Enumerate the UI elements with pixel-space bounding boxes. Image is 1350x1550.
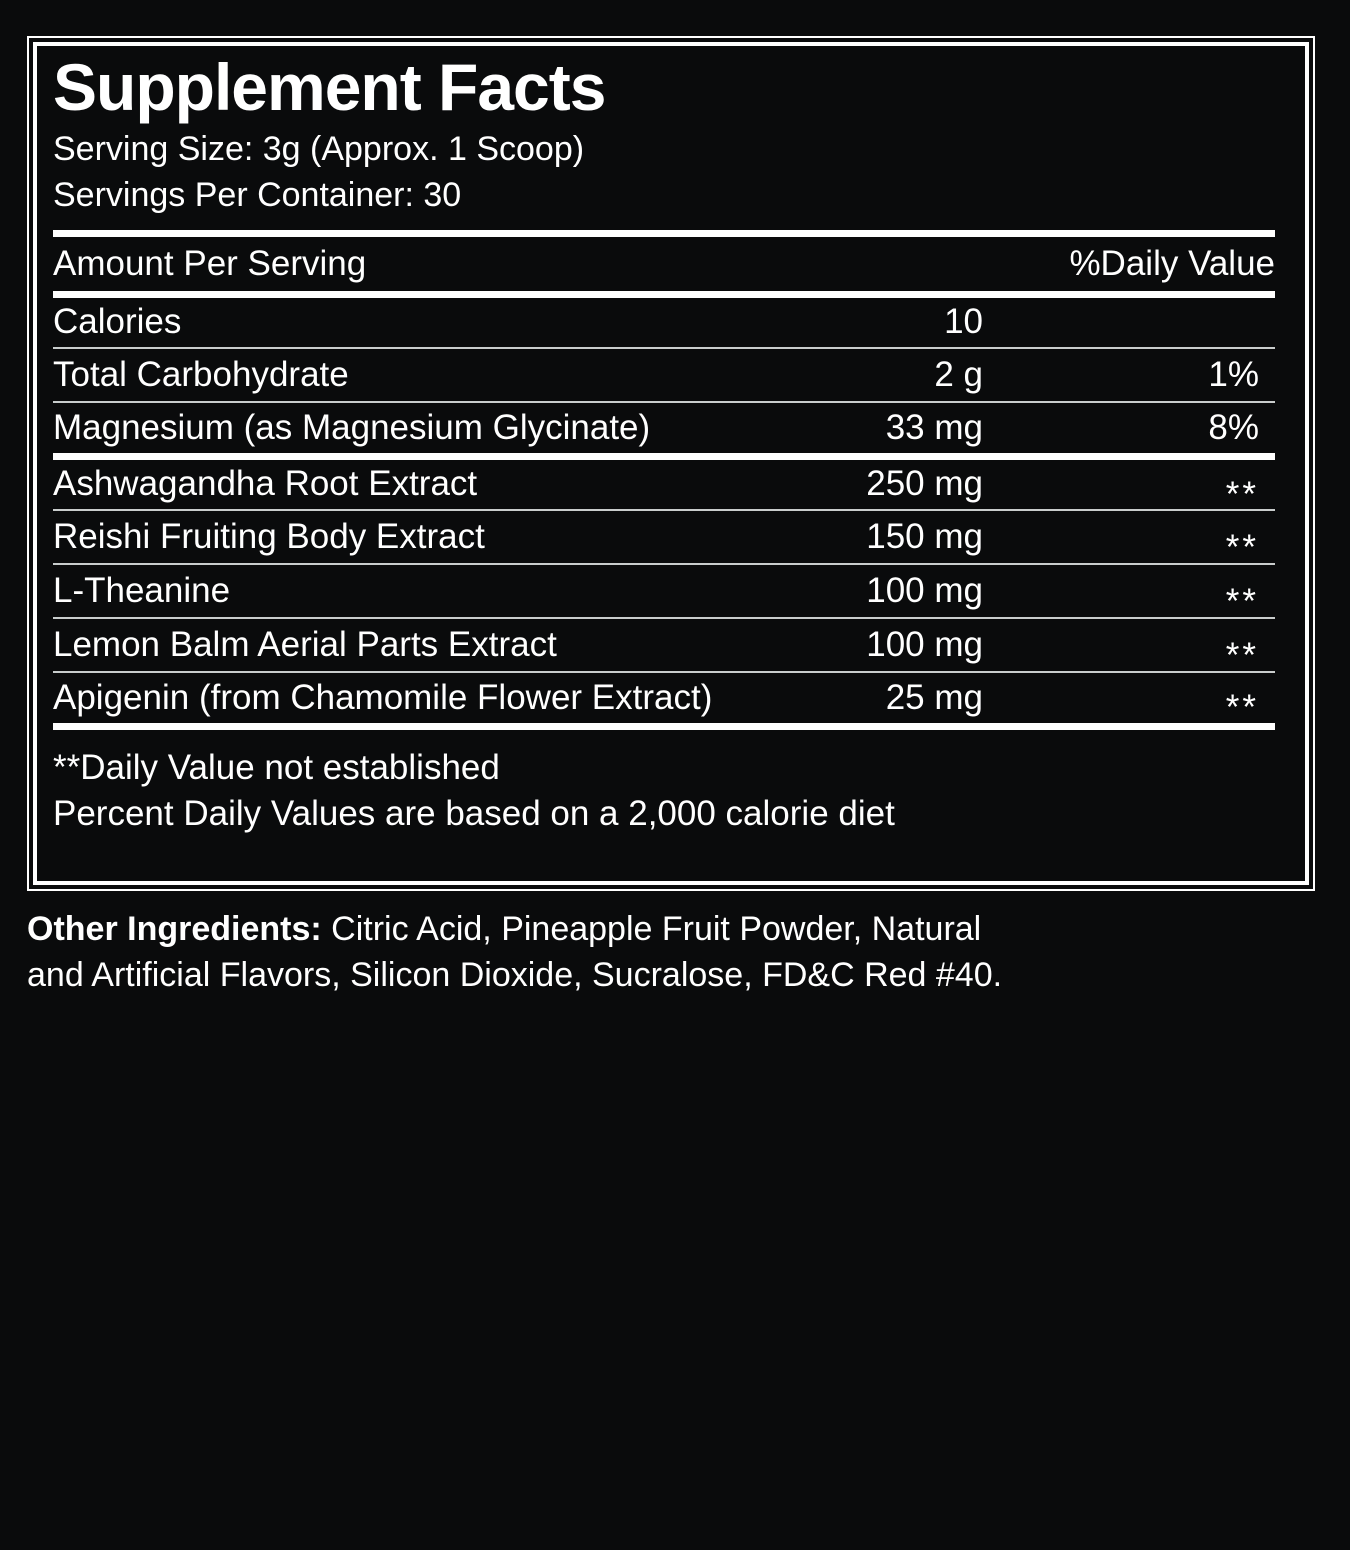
nutrient-dv (983, 294, 1275, 348)
nutrient-dv: 1% (983, 348, 1275, 402)
nutrient-name: Magnesium (as Magnesium Glycinate) (53, 402, 743, 456)
other-ingredients-text (27, 906, 1287, 998)
daily-value-not-established-mark: ** (1225, 635, 1259, 675)
nutrient-dv (983, 618, 1275, 675)
footnote-percent-daily-values: Percent Daily Values are based on a 2,000 calorie diet (53, 793, 895, 833)
table-row-l-theanine (53, 564, 1275, 618)
amount-column-header-spacer (743, 237, 983, 294)
table-row-ashwagandha (53, 456, 1275, 510)
nutrient-amount: 150 mg (743, 510, 983, 564)
nutrient-amount: 100 mg (743, 618, 983, 672)
table-row-total-carbohydrate (53, 348, 1275, 402)
table-row-calories (53, 294, 1275, 348)
supplement-facts-title: Supplement Facts (53, 50, 606, 124)
nutrient-name: L-Theanine (53, 564, 743, 618)
nutrient-dv: 8% (983, 402, 1275, 456)
header-top-rule (53, 230, 1275, 237)
nutrient-name: Calories (53, 294, 743, 348)
nutrient-dv (983, 672, 1275, 726)
nutrient-name: Apigenin (from Chamomile Flower Extract) (53, 672, 743, 726)
supplement-facts-inner-frame (33, 42, 1309, 885)
other-ingredients-label: Other Ingredients: (27, 910, 322, 948)
table-row-apigenin (53, 672, 1275, 726)
daily-value-not-established-mark: ** (1225, 581, 1259, 621)
servings-per-container-text: Servings Per Container: 30 (53, 176, 462, 214)
nutrient-amount: 33 mg (743, 402, 983, 456)
amount-per-serving-header: Amount Per Serving (53, 237, 743, 294)
table-row-lemon-balm (53, 618, 1275, 672)
daily-value-header: %Daily Value (983, 237, 1275, 294)
nutrient-amount: 250 mg (743, 456, 983, 510)
nutrient-name: Lemon Balm Aerial Parts Extract (53, 618, 743, 672)
nutrient-name: Reishi Fruiting Body Extract (53, 510, 743, 564)
nutrient-amount: 10 (743, 294, 983, 348)
other-ingredients-line2: and Artificial Flavors, Silicon Dioxide, Sucralose, FD&C Red #40. (27, 956, 1003, 994)
serving-size-text: Serving Size: 3g (Approx. 1 Scoop) (53, 130, 585, 168)
nutrient-amount: 2 g (743, 348, 983, 402)
nutrient-amount: 100 mg (743, 564, 983, 618)
footnote-daily-value-not-established: **Daily Value not established (53, 747, 500, 787)
daily-value-not-established-mark: ** (1225, 474, 1259, 514)
footnotes (53, 745, 1275, 837)
daily-value-not-established-mark: ** (1225, 688, 1259, 728)
nutrient-amount: 25 mg (743, 672, 983, 726)
table-row-magnesium (53, 402, 1275, 456)
nutrient-dv (983, 510, 1275, 567)
nutrient-name: Ashwagandha Root Extract (53, 456, 743, 510)
supplement-facts-panel (27, 36, 1315, 891)
nutrient-dv (983, 456, 1275, 514)
nutrient-name: Total Carbohydrate (53, 348, 743, 402)
nutrition-table (53, 237, 1275, 730)
daily-value-not-established-mark: ** (1225, 527, 1259, 567)
other-ingredients-line1: Citric Acid, Pineapple Fruit Powder, Natural (331, 910, 982, 948)
nutrient-dv (983, 564, 1275, 621)
table-row-reishi (53, 510, 1275, 564)
table-header-row (53, 237, 1275, 294)
